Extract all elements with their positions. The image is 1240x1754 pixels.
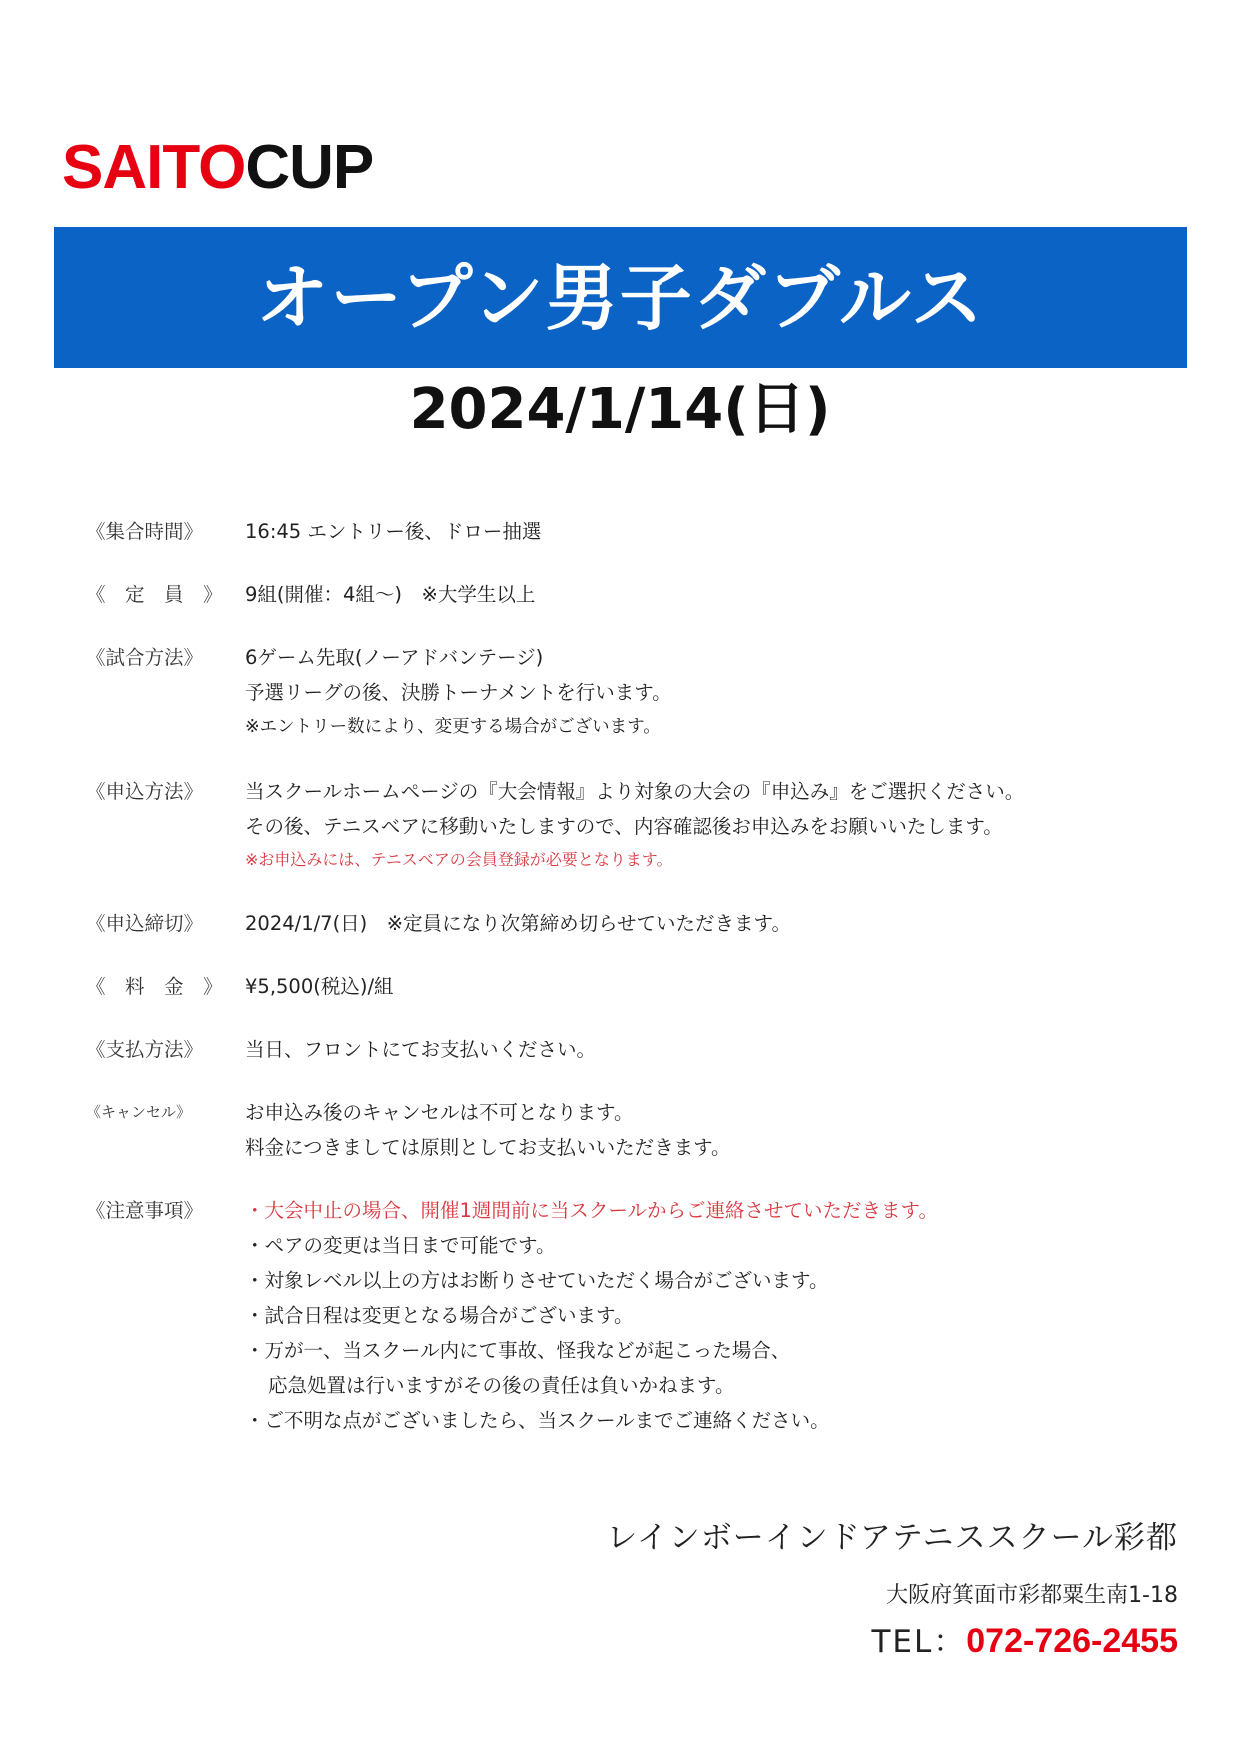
title-banner [54, 227, 1187, 368]
event-date: 2024/1/14(日) [409, 377, 831, 442]
deadline-text: 2024/1/7(日) ※定員になり次第締め切らせていただきます。 [245, 912, 791, 935]
match-format-note: ※エントリー数により、変更する場合がございます。 [245, 717, 661, 737]
application-line: その後、テニスベアに移動いたしますので、内容確認後お申込みをお願いいたします。 [245, 815, 1003, 838]
notes-item: ・万が一、当スクール内にて事故、怪我などが起こった場合、 [245, 1339, 791, 1362]
detail-content [245, 906, 1205, 941]
detail-label: 《支払方法》 [86, 1038, 204, 1061]
notes-item: ・ペアの変更は当日まで可能です。 [245, 1234, 556, 1257]
event-logo [62, 132, 373, 204]
detail-content [245, 774, 1205, 876]
detail-content [245, 514, 1205, 549]
application-line: 当スクールホームページの『大会情報』より対象の大会の『申込み』をご選択ください。 [245, 780, 1025, 803]
detail-label: 《試合方法》 [86, 646, 204, 669]
logo-saito: SAITO [62, 133, 246, 202]
detail-content [245, 640, 1205, 745]
detail-label: 《キャンセル》 [86, 1103, 192, 1121]
tel-label: TEL： [871, 1624, 967, 1660]
detail-label: 《集合時間》 [86, 520, 204, 543]
detail-content [245, 1193, 1205, 1438]
match-format-line: 6ゲーム先取(ノーアドバンテージ) [245, 646, 544, 669]
school-name: レインボーインドアテニススクール彩都 [606, 1520, 1178, 1556]
cancellation-line: お申込み後のキャンセルは不可となります。 [245, 1101, 634, 1124]
detail-label: 《 料 金 》 [86, 975, 223, 998]
detail-label: 《申込締切》 [86, 912, 204, 935]
payment-text: 当日、フロントにてお支払いください。 [245, 1038, 597, 1061]
school-address: 大阪府箕面市彩都粟生南1-18 [886, 1583, 1178, 1608]
school-telephone [871, 1618, 1178, 1665]
notes-item: ・試合日程は変更となる場合がございます。 [245, 1304, 634, 1327]
cancellation-line: 料金につきましては原則としてお支払いいただきます。 [245, 1136, 731, 1159]
event-title: オープン男子ダブルス [256, 255, 985, 340]
assembly-time: 16:45 エントリー後、ドロー抽選 [245, 520, 542, 543]
detail-content [245, 577, 1205, 612]
notes-item: ・ご不明な点がございましたら、当スクールまでご連絡ください。 [245, 1409, 830, 1432]
logo-cup: CUP [245, 133, 374, 202]
application-note: ※お申込みには、テニスベアの会員登録が必要となります。 [245, 850, 673, 869]
fee-text: ¥5,500(税込)/組 [245, 975, 394, 998]
detail-label: 《 定 員 》 [86, 583, 223, 606]
detail-content [245, 1095, 1205, 1165]
detail-label: 《注意事項》 [86, 1199, 204, 1222]
tel-number: 072-726-2455 [966, 1622, 1178, 1660]
detail-content [245, 1032, 1205, 1067]
capacity-text: 9組(開催：4組〜) ※大学生以上 [245, 583, 536, 606]
detail-content [245, 969, 1205, 1004]
detail-label: 《申込方法》 [86, 780, 204, 803]
match-format-line: 予選リーグの後、決勝トーナメントを行います。 [245, 681, 672, 704]
notes-item: 応急処置は行いますがその後の責任は負いかねます。 [268, 1374, 735, 1397]
notes-item: ・対象レベル以上の方はお断りさせていただく場合がございます。 [245, 1269, 829, 1292]
notes-item: ・大会中止の場合、開催1週間前に当スクールからご連絡させていただきます。 [245, 1199, 938, 1222]
